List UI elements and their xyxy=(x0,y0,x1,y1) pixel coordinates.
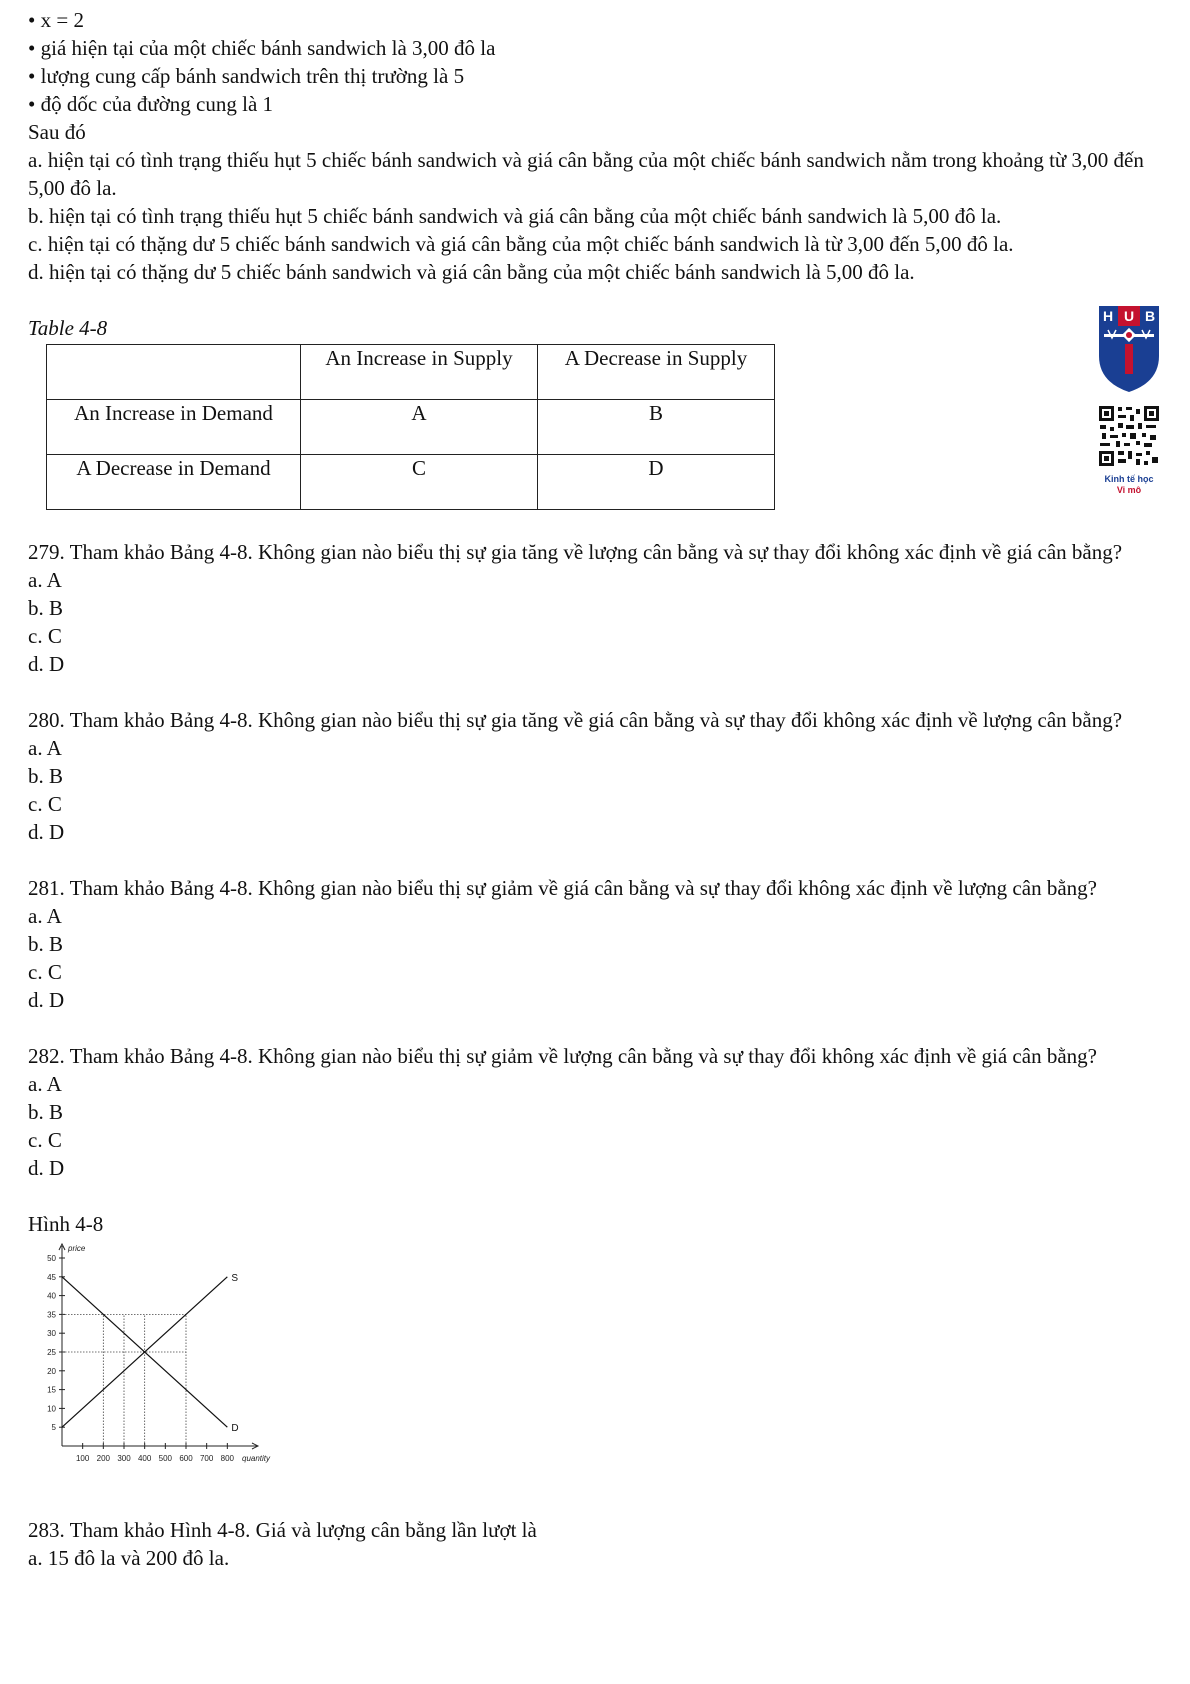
question-stem: 281. Tham khảo Bảng 4-8. Không gian nào biểu thị sự giảm về giá cân bằng và sự thay đổi không xác định về lượng cân bằng? xyxy=(28,876,1097,900)
y-tick-label: 35 xyxy=(47,1310,56,1320)
y-tick-label: 40 xyxy=(47,1291,56,1301)
answer-option: c. C xyxy=(28,960,62,984)
answer-option: d. D xyxy=(28,1156,65,1180)
question-283 xyxy=(28,1516,1168,1572)
question-stem: 279. Tham khảo Bảng 4-8. Không gian nào biểu thị sự gia tăng về lượng cân bằng và sự thay đổi không xác định về giá cân bằng? xyxy=(28,540,1123,564)
supply-demand-chart xyxy=(22,1238,282,1488)
answer-option: c. C xyxy=(28,624,62,648)
logo-caption xyxy=(1096,474,1162,496)
x-tick-label: 800 xyxy=(220,1454,235,1463)
document-page xyxy=(28,6,1168,1572)
y-tick-label: 50 xyxy=(47,1254,56,1263)
logo-letter: U xyxy=(1123,308,1135,324)
table-cell: B xyxy=(538,400,775,455)
x-tick-label: 600 xyxy=(179,1454,193,1463)
x-tick-label: 300 xyxy=(117,1454,131,1463)
answer-option: a. A xyxy=(28,1072,62,1096)
s-curve-label: S xyxy=(231,1272,239,1284)
intro-option: d. hiện tại có thặng dư 5 chiếc bánh sandwich và giá cân bằng của một chiếc bánh sandwich là 5,00 đô la. xyxy=(28,260,915,284)
table-col-header: An Increase in Supply xyxy=(301,345,538,400)
intro-lead: Sau đó xyxy=(28,120,86,144)
intro-option: c. hiện tại có thặng dư 5 chiếc bánh sandwich và giá cân bằng của một chiếc bánh sandwich là từ 3,00 đến 5,00 đô la. xyxy=(28,232,1014,256)
d-curve-label: D xyxy=(231,1423,239,1435)
answer-option: b. B xyxy=(28,1100,64,1124)
question-stem: 280. Tham khảo Bảng 4-8. Không gian nào biểu thị sự gia tăng về giá cân bằng và sự thay đổi không xác định về lượng cân bằng? xyxy=(28,708,1123,732)
table-title: Table 4-8 xyxy=(28,316,108,340)
figure-4-8-chart xyxy=(22,1238,282,1488)
table-cell: C xyxy=(301,455,538,510)
table-corner-cell xyxy=(47,345,301,400)
y-tick-label: 15 xyxy=(47,1385,56,1395)
answer-option: d. D xyxy=(28,988,65,1012)
table-row-header: A Decrease in Demand xyxy=(47,455,301,510)
x-tick-label: 400 xyxy=(137,1454,152,1463)
logo-letter: B xyxy=(1144,308,1156,324)
answer-option: c. C xyxy=(28,792,62,816)
question-281 xyxy=(28,874,1168,1014)
y-tick-label: 10 xyxy=(47,1404,56,1414)
table-4-8 xyxy=(46,344,775,510)
answer-option: c. C xyxy=(28,1128,62,1152)
table-cell: D xyxy=(538,455,775,510)
question-stem: 283. Tham khảo Hình 4-8. Giá và lượng cân bằng lần lượt là xyxy=(28,1518,537,1542)
x-tick-label: 100 xyxy=(75,1454,90,1463)
answer-option: a. A xyxy=(28,568,62,592)
x-axis-label: quantity xyxy=(242,1454,271,1463)
intro-option: b. hiện tại có tình trạng thiếu hụt 5 chiếc bánh sandwich và giá cân bằng của một chiếc bánh sandwich là 5,00 đô la. xyxy=(28,204,1002,228)
logo-caption-line1: Kinh tế học xyxy=(1104,474,1154,484)
question-280 xyxy=(28,706,1168,846)
answer-option: a. A xyxy=(28,736,62,760)
y-tick-label: 30 xyxy=(47,1329,56,1339)
y-tick-label: 45 xyxy=(47,1272,56,1282)
answer-option: a. 15 đô la và 200 đô la. xyxy=(28,1546,230,1570)
answer-option: d. D xyxy=(28,820,65,844)
y-axis-label: price xyxy=(68,1244,86,1253)
table-row xyxy=(47,400,775,455)
table-row xyxy=(47,455,775,510)
bullet-item: • giá hiện tại của một chiếc bánh sandwich là 3,00 đô la xyxy=(28,34,1168,62)
logo-letter: H xyxy=(1102,308,1114,324)
hub-shield-icon xyxy=(1096,304,1162,394)
y-tick-label: 20 xyxy=(47,1366,56,1376)
bullet-item: • x = 2 xyxy=(28,6,1168,34)
figure-title: Hình 4-8 xyxy=(28,1212,104,1236)
x-tick-label: 700 xyxy=(199,1454,214,1463)
intro-bullets xyxy=(28,6,1168,118)
bullet-item: • lượng cung cấp bánh sandwich trên thị trường là 5 xyxy=(28,62,1168,90)
hub-logo-block xyxy=(1096,304,1162,496)
bullet-item: • độ dốc của đường cung là 1 xyxy=(28,90,1168,118)
y-tick-label: 5 xyxy=(51,1423,56,1433)
answer-option: b. B xyxy=(28,596,64,620)
answer-option: b. B xyxy=(28,932,64,956)
qr-code-icon xyxy=(1096,403,1162,469)
question-stem: 282. Tham khảo Bảng 4-8. Không gian nào biểu thị sự giảm về lượng cân bằng và sự thay đổi không xác định về giá cân bằng? xyxy=(28,1044,1097,1068)
question-279 xyxy=(28,538,1168,678)
intro-option: a. hiện tại có tình trạng thiếu hụt 5 chiếc bánh sandwich và giá cân bằng của một chiếc bánh sandwich nằm trong khoảng từ 3,00 đến 5,00 đô la. xyxy=(28,148,1144,200)
answer-option: b. B xyxy=(28,764,64,788)
table-header-row xyxy=(47,345,775,400)
answer-option: a. A xyxy=(28,904,62,928)
logo-caption-line2: Vi mô xyxy=(1116,485,1142,495)
table-cell: A xyxy=(301,400,538,455)
answer-option: d. D xyxy=(28,652,65,676)
x-tick-label: 500 xyxy=(158,1454,173,1463)
x-tick-label: 200 xyxy=(96,1454,111,1463)
table-row-header: An Increase in Demand xyxy=(47,400,301,455)
question-282 xyxy=(28,1042,1168,1182)
table-col-header: A Decrease in Supply xyxy=(538,345,775,400)
y-tick-label: 25 xyxy=(47,1348,56,1357)
